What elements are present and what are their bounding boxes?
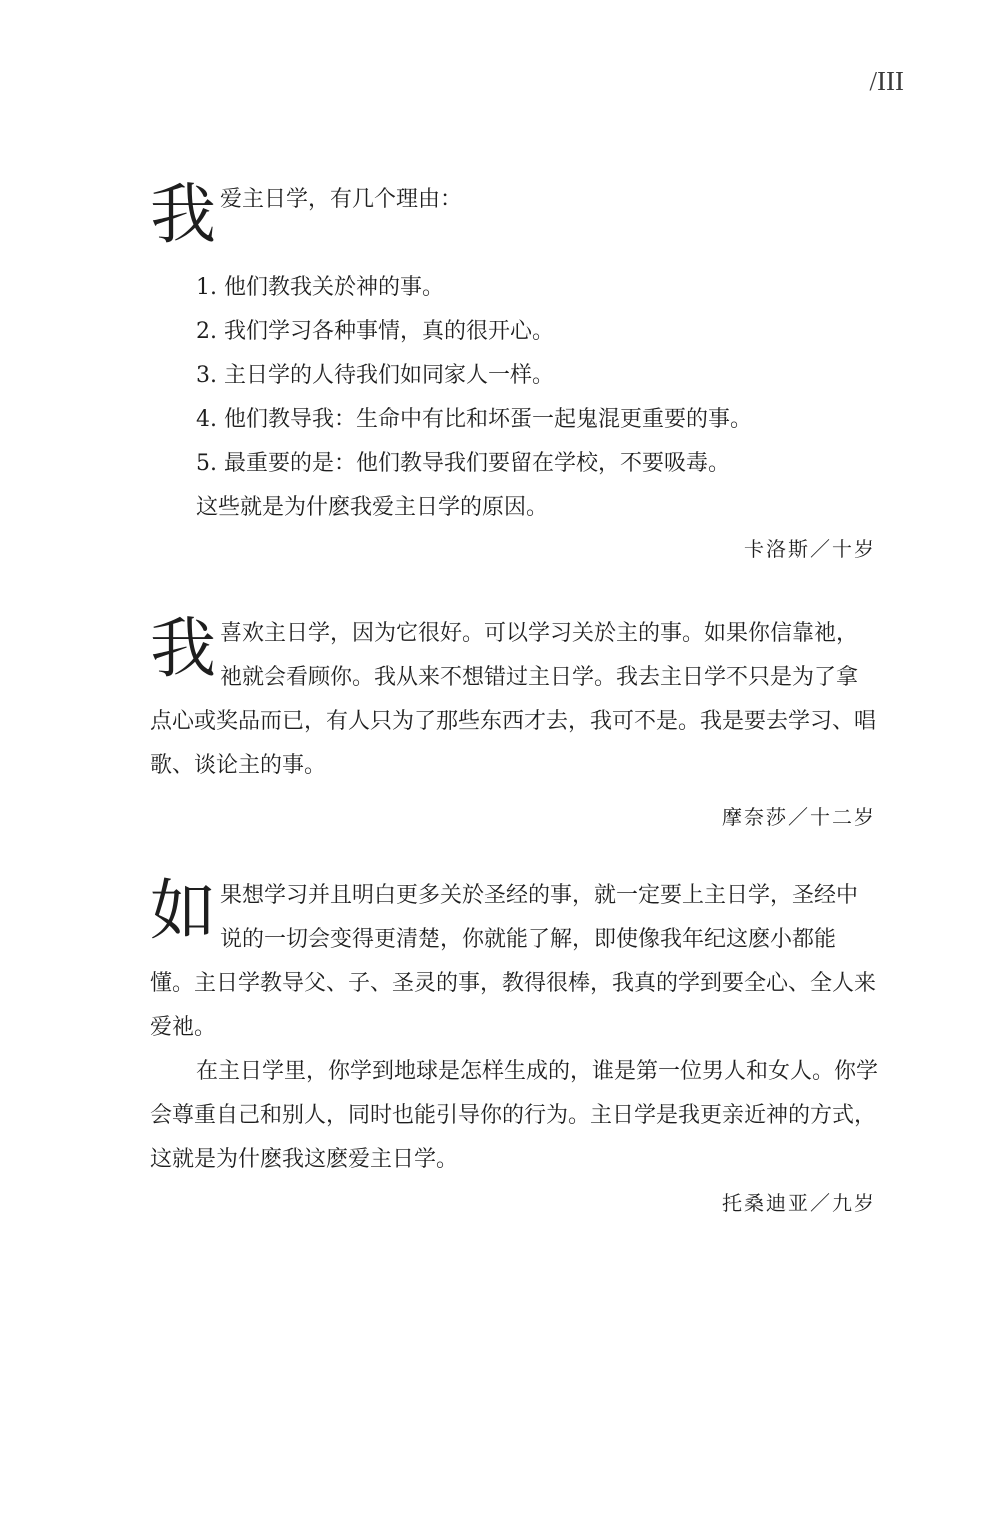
intro-paragraph bbox=[150, 178, 878, 266]
paragraph-text: 果想学习并且明白更多关於圣经的事，就一定要上主日学，圣经中说的一切会变得更清楚，你就能了解，即使像我年纪这麽小都能懂。主日学教导父、子、圣灵的事，教得很棒，我真的学到要全心、全人来爱祂。 bbox=[150, 883, 877, 1040]
intro-text: 爱主日学，有几个理由： bbox=[220, 187, 463, 212]
signature: 卡洛斯／十岁 bbox=[744, 537, 876, 561]
paragraph bbox=[150, 874, 878, 1050]
dropcap: 如 bbox=[150, 872, 216, 949]
dropcap: 我 bbox=[150, 176, 216, 253]
testimony-section-1 bbox=[150, 178, 878, 564]
list-item: 2. 我们学习各种事情，真的很开心。 bbox=[196, 319, 554, 344]
page-number: /III bbox=[869, 66, 904, 96]
dropcap: 我 bbox=[150, 610, 216, 687]
signature: 托桑迪亚／九岁 bbox=[722, 1191, 876, 1215]
paragraph bbox=[150, 612, 878, 788]
testimony-section-3 bbox=[150, 874, 878, 1218]
signature: 摩奈莎／十二岁 bbox=[722, 805, 876, 829]
testimony-section-2 bbox=[150, 612, 878, 832]
paragraph-text: 喜欢主日学，因为它很好。可以学习关於主的事。如果你信靠祂，祂就会看顾你。我从来不想错过主日学。我去主日学不只是为了拿点心或奖品而已，有人只为了那些东西才去，我可不是。我是要去学习、唱歌、谈论主的事。 bbox=[150, 621, 877, 778]
list-item: 3. 主日学的人待我们如同家人一样。 bbox=[196, 363, 554, 388]
list-item: 1. 他们教我关於神的事。 bbox=[196, 275, 444, 300]
paragraph: 在主日学里，你学到地球是怎样生成的，谁是第一位男人和女人。你学会尊重自己和别人，同时也能引导你的行为。主日学是我更亲近神的方式，这就是为什麽我这麽爱主日学。 bbox=[150, 1059, 879, 1172]
list-item: 4. 他们教导我：生命中有比和坏蛋一起鬼混更重要的事。 bbox=[196, 407, 752, 432]
list-item: 5. 最重要的是：他们教导我们要留在学校，不要吸毒。 bbox=[196, 451, 730, 476]
closing-line: 这些就是为什麽我爱主日学的原因。 bbox=[196, 495, 549, 520]
